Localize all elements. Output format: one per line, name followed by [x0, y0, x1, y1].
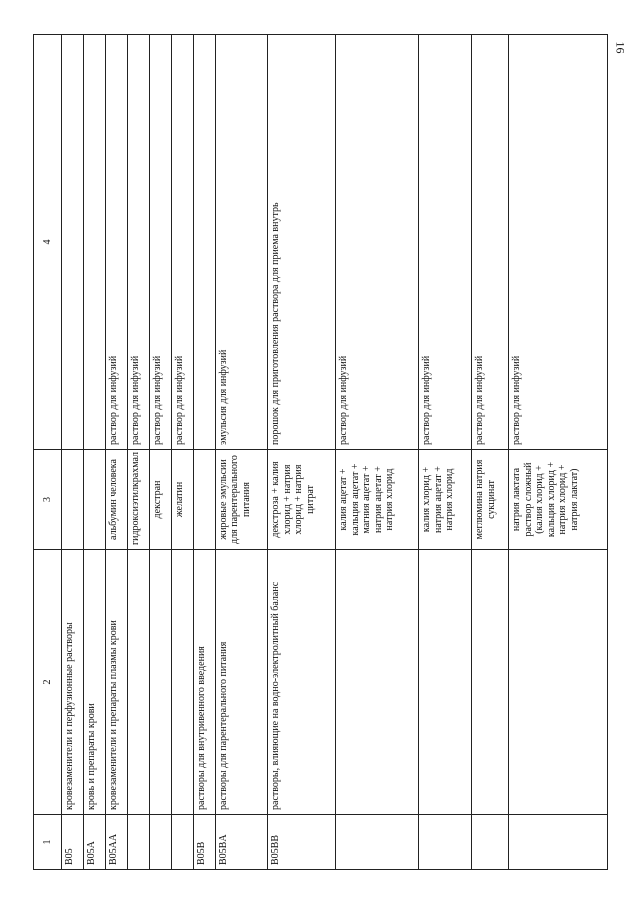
table-row — [418, 35, 471, 870]
group-cell — [149, 550, 171, 815]
table-row — [267, 35, 335, 870]
table-row — [193, 35, 215, 870]
form-cell — [193, 35, 215, 450]
header-cell: 4 — [33, 35, 61, 450]
group-cell — [508, 550, 607, 815]
group-cell: растворы, влияющие на водно-электролитный баланс — [267, 550, 335, 815]
table-row — [508, 35, 607, 870]
code-cell — [171, 815, 193, 870]
table-row — [215, 35, 268, 870]
code-cell: B05 — [61, 815, 83, 870]
group-cell — [471, 550, 508, 815]
code-cell: B05B — [193, 815, 215, 870]
header-row — [33, 35, 61, 870]
code-cell — [418, 815, 471, 870]
header-cell: 3 — [33, 450, 61, 550]
substance-cell: желатин — [171, 450, 193, 550]
group-cell — [418, 550, 471, 815]
group-cell — [171, 550, 193, 815]
header-cell: 1 — [33, 815, 61, 870]
form-cell: раствор для инфузий — [105, 35, 127, 450]
substance-cell: калия ацетат + кальция ацетат + магния ацетат + натрия ацетат + натрия хлорид — [335, 450, 418, 550]
code-cell — [149, 815, 171, 870]
drug-table — [33, 34, 608, 870]
code-cell: B05A — [83, 815, 105, 870]
form-cell: раствор для инфузий — [508, 35, 607, 450]
form-cell: раствор для инфузий — [418, 35, 471, 450]
table-row — [83, 35, 105, 870]
header-cell: 2 — [33, 550, 61, 815]
rotated-table-container — [33, 35, 608, 870]
substance-cell: калия хлорид + натрия ацетат + натрия хлорид — [418, 450, 471, 550]
substance-cell — [193, 450, 215, 550]
code-cell: B05AA — [105, 815, 127, 870]
table-row — [335, 35, 418, 870]
group-cell: кровезаменители и перфузионные растворы — [61, 550, 83, 815]
code-cell — [471, 815, 508, 870]
form-cell: раствор для инфузий — [471, 35, 508, 450]
page-number: 16 — [613, 41, 628, 54]
table-row — [149, 35, 171, 870]
substance-cell: натрия лактата раствор сложный (калия хлорид + кальция хлорид + натрия хлорид + натрия лактат) — [508, 450, 607, 550]
form-cell: раствор для инфузий — [171, 35, 193, 450]
group-cell: кровь и препараты крови — [83, 550, 105, 815]
substance-cell: жировые эмульсии для парентерального питания — [215, 450, 268, 550]
table-row — [471, 35, 508, 870]
table-row — [171, 35, 193, 870]
form-cell: порошок для приготовления раствора для приема внутрь — [267, 35, 335, 450]
table-row — [105, 35, 127, 870]
group-cell: кровезаменители и препараты плазмы крови — [105, 550, 127, 815]
form-cell: раствор для инфузий — [335, 35, 418, 450]
form-cell — [61, 35, 83, 450]
group-cell — [335, 550, 418, 815]
form-cell — [83, 35, 105, 450]
substance-cell — [83, 450, 105, 550]
substance-cell: меглюмина натрия сукцинат — [471, 450, 508, 550]
code-cell — [508, 815, 607, 870]
form-cell: эмульсия для инфузий — [215, 35, 268, 450]
table-body — [61, 35, 607, 870]
code-cell — [335, 815, 418, 870]
code-cell: B05BB — [267, 815, 335, 870]
group-cell — [127, 550, 149, 815]
table-row — [61, 35, 83, 870]
code-cell: B05BA — [215, 815, 268, 870]
table-row — [127, 35, 149, 870]
form-cell: раствор для инфузий — [149, 35, 171, 450]
substance-cell: гидроксиэтилкрахмал — [127, 450, 149, 550]
form-cell: раствор для инфузий — [127, 35, 149, 450]
code-cell — [127, 815, 149, 870]
substance-cell: альбумин человека — [105, 450, 127, 550]
substance-cell: декстран — [149, 450, 171, 550]
substance-cell — [61, 450, 83, 550]
group-cell: растворы для парентерального питания — [215, 550, 268, 815]
substance-cell: декстроза + калия хлорид + натрия хлорид + натрия цитрат — [267, 450, 335, 550]
group-cell: растворы для внутривенного введения — [193, 550, 215, 815]
